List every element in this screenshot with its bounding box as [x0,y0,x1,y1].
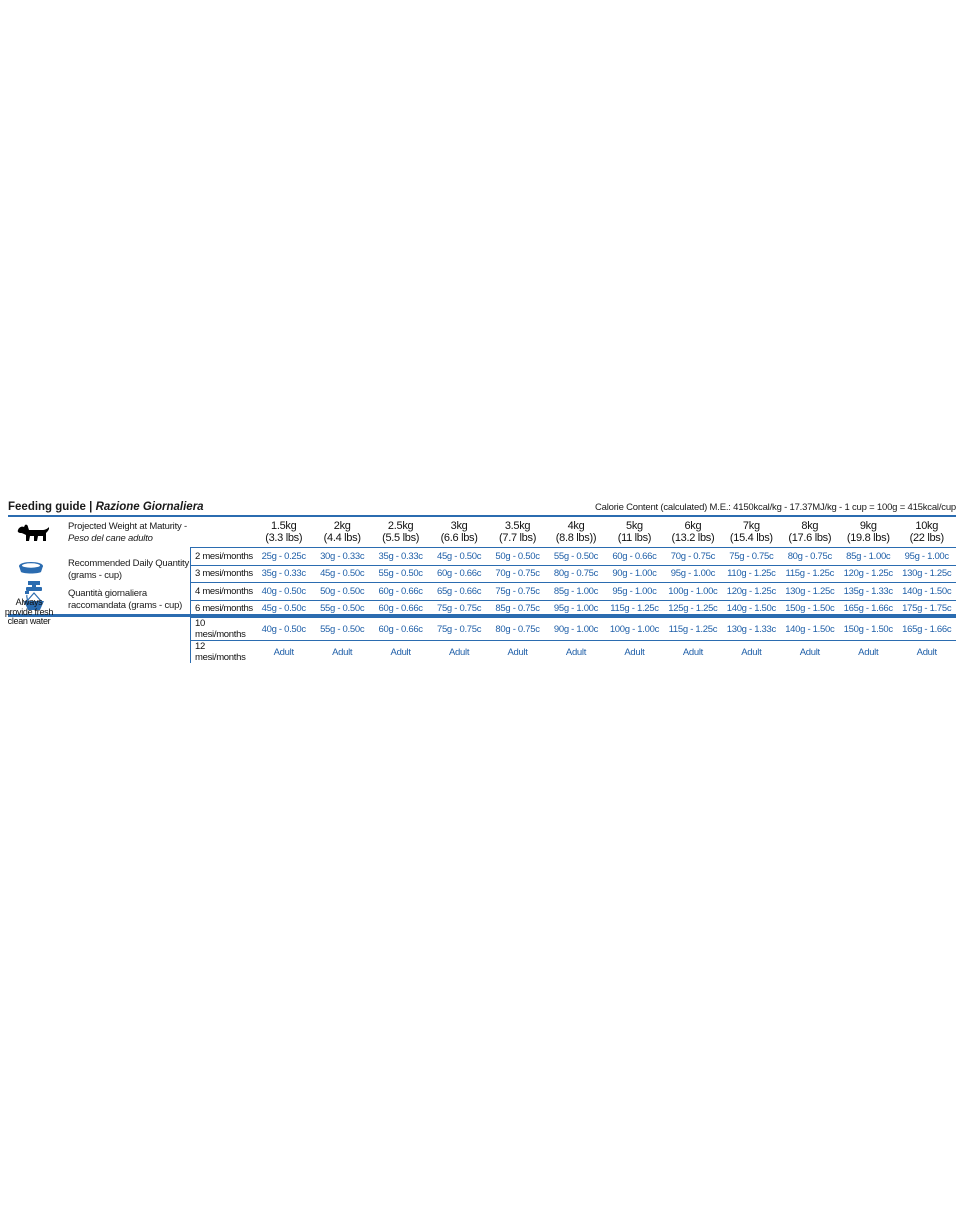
weight-header-cell [605,517,663,548]
weight-lbs: (17.6 lbs) [788,532,832,544]
water-note-line1: Always [15,597,43,607]
weight-header-cell [430,517,488,548]
quantity-cell: 60g - 0.66c [430,565,488,583]
quantity-cell: Adult [781,641,839,664]
weight-header-cell [664,517,722,548]
quantity-cell: 140g - 1.50c [781,618,839,641]
weight-kg: 7kg [742,520,760,532]
quantity-cell: 55g - 0.50c [313,618,371,641]
quantity-cell: 60g - 0.66c [605,548,663,566]
quantity-cell: 65g - 0.66c [430,583,488,601]
age-cell: 4 mesi/months [191,583,255,601]
label-column [58,517,190,614]
table-row [191,583,957,601]
quantity-cell: 75g - 0.75c [430,618,488,641]
weight-kg: 5kg [626,520,643,532]
quantity-cell: 80g - 0.75c [781,548,839,566]
quantity-cell: 55g - 0.50c [547,548,605,566]
water-note-line3: clean water [7,616,51,626]
title-separator: | [85,501,96,513]
weight-lbs: (11 lbs) [617,532,652,544]
age-cell: 2 mesi/months [191,548,255,566]
quantity-cell: 85g - 1.00c [839,548,897,566]
quantity-label-en-line1: Recommended Daily Quantity [68,558,189,569]
quantity-cell: Adult [664,641,722,664]
weight-kg: 6kg [684,520,702,532]
weight-lbs: (13.2 lbs) [671,532,715,544]
quantity-cell: Adult [722,641,780,664]
quantity-cell: 90g - 1.00c [547,618,605,641]
age-cell: 10 mesi/months [191,618,255,641]
feeding-guide-header [8,497,956,513]
quantity-cell: 75g - 0.75c [488,583,546,601]
quantity-cell: Adult [547,641,605,664]
quantity-cell: 25g - 0.25c [255,548,313,566]
quantity-cell: Adult [371,641,429,664]
quantity-cell: 95g - 1.00c [664,565,722,583]
quantity-cell: 45g - 0.50c [255,600,313,618]
weight-header-cell [255,517,313,548]
quantity-cell: 150g - 1.50c [781,600,839,618]
quantity-cell: 90g - 1.00c [605,565,663,583]
weight-lbs: (7.7 lbs) [499,532,537,544]
quantity-cell: Adult [839,641,897,664]
quantity-cell: 85g - 0.75c [488,600,546,618]
quantity-cell: 45g - 0.50c [430,548,488,566]
table-row [191,618,957,641]
weight-kg: 3.5kg [504,520,531,532]
quantity-label-en-line2: (grams - cup) [68,570,122,581]
weight-lbs: (5.5 lbs) [382,532,420,544]
quantity-cell: 60g - 0.66c [371,618,429,641]
feeding-table [190,517,956,663]
quantity-cell: 115g - 1.25c [605,600,663,618]
quantity-cell: 80g - 0.75c [547,565,605,583]
quantity-cell: 60g - 0.66c [371,600,429,618]
calorie-content: Calorie Content (calculated) M.E.: 4150kcal/kg - 17.37MJ/kg - 1 cup = 100g = 415kcal/cup [594,502,956,513]
weight-lbs: (19.8 lbs) [846,532,890,544]
age-cell: 3 mesi/months [191,565,255,583]
water-note-line2: provide fresh [4,606,54,617]
quantity-cell: 120g - 1.25c [722,583,780,601]
quantity-label-it-line2: raccomandata (grams - cup) [68,600,183,611]
weight-lbs: (3.3 lbs) [265,532,303,544]
quantity-cell: 75g - 0.75c [430,600,488,618]
dog-icon [16,521,50,543]
quantity-cell: 115g - 1.25c [664,618,722,641]
quantity-cell: 130g - 1.33c [722,618,780,641]
quantity-cell: 165g - 1.66c [839,600,897,618]
weight-label [68,521,187,545]
quantity-cell: 85g - 1.00c [547,583,605,601]
quantity-cell: 100g - 1.00c [605,618,663,641]
quantity-cell: Adult [313,641,371,664]
quantity-cell: 40g - 0.50c [255,618,313,641]
weight-lbs: (15.4 lbs) [729,532,773,544]
weight-header-cell [897,517,956,548]
feeding-table-wrapper [190,517,956,663]
quantity-cell: 125g - 1.25c [664,600,722,618]
quantity-cell: 30g - 0.33c [313,548,371,566]
quantity-cell: 55g - 0.50c [371,565,429,583]
title-it: Razione Giornaliera [95,501,204,513]
feeding-guide-title [8,501,204,513]
quantity-cell: 45g - 0.50c [313,565,371,583]
weight-header-cell [371,517,429,548]
quantity-cell: Adult [605,641,663,664]
table-row [191,600,957,618]
quantity-cell: 130g - 1.25c [897,565,956,583]
quantity-cell: 70g - 0.75c [664,548,722,566]
weight-header-row [191,517,957,548]
quantity-cell: Adult [897,641,956,664]
quantity-cell: 35g - 0.33c [371,548,429,566]
weight-kg: 9kg [859,520,877,532]
weight-kg: 2.5kg [387,520,414,532]
feeding-table-body [191,548,957,664]
weight-header-cell [547,517,605,548]
weight-lbs: (4.4 lbs) [323,532,361,544]
age-cell: 6 mesi/months [191,600,255,618]
quantity-label-it-line1: Quantità giornaliera [68,588,147,599]
quantity-label-en [68,558,189,582]
age-cell: 12 mesi/months [191,641,255,664]
quantity-cell: 130g - 1.25c [781,583,839,601]
weight-header-cell [488,517,546,548]
table-row [191,565,957,583]
quantity-cell: 70g - 0.75c [488,565,546,583]
weight-header-cell [313,517,371,548]
weight-kg: 10kg [915,520,939,532]
weight-kg: 8kg [801,520,819,532]
weight-kg: 1.5kg [271,520,297,532]
quantity-cell: Adult [255,641,313,664]
quantity-cell: 100g - 1.00c [664,583,722,601]
quantity-cell: 35g - 0.33c [255,565,313,583]
weight-kg: 2kg [333,520,351,532]
title-en: Feeding guide [8,501,86,513]
quantity-cell: 50g - 0.50c [488,548,546,566]
quantity-cell: 95g - 1.00c [897,548,956,566]
weight-kg: 3kg [450,520,468,532]
weight-label-it: Peso del cane adulto [68,533,153,544]
quantity-cell: 135g - 1.33c [839,583,897,601]
weight-kg: 4kg [567,520,585,532]
quantity-cell: 40g - 0.50c [255,583,313,601]
water-note [0,598,58,627]
weight-lbs: (6.6 lbs) [440,532,478,544]
quantity-cell: 165g - 1.66c [897,618,956,641]
quantity-cell: 80g - 0.75c [488,618,546,641]
quantity-cell: 115g - 1.25c [781,565,839,583]
quantity-cell: 140g - 1.50c [722,600,780,618]
quantity-cell: 95g - 1.00c [605,583,663,601]
quantity-cell: 150g - 1.50c [839,618,897,641]
weight-lbs: (8.8 lbs)) [555,532,597,544]
quantity-cell: 75g - 0.75c [722,548,780,566]
weight-lbs: (22 lbs) [909,532,944,544]
quantity-cell: 95g - 1.00c [547,600,605,618]
quantity-label-it [68,588,182,612]
weight-header-cell [839,517,897,548]
age-header-cell [191,517,255,548]
quantity-cell: Adult [488,641,546,664]
bowl-icon [18,561,44,575]
quantity-cell: 175g - 1.75c [897,600,956,618]
quantity-cell: 110g - 1.25c [722,565,780,583]
weight-label-en: Projected Weight at Maturity - [68,521,187,532]
table-row [191,548,957,566]
quantity-cell: Adult [430,641,488,664]
quantity-cell: 140g - 1.50c [897,583,956,601]
quantity-cell: 60g - 0.66c [371,583,429,601]
quantity-cell: 120g - 1.25c [839,565,897,583]
weight-header-cell [722,517,780,548]
quantity-cell: 50g - 0.50c [313,583,371,601]
quantity-cell: 55g - 0.50c [313,600,371,618]
table-row [191,641,957,664]
weight-header-cell [781,517,839,548]
